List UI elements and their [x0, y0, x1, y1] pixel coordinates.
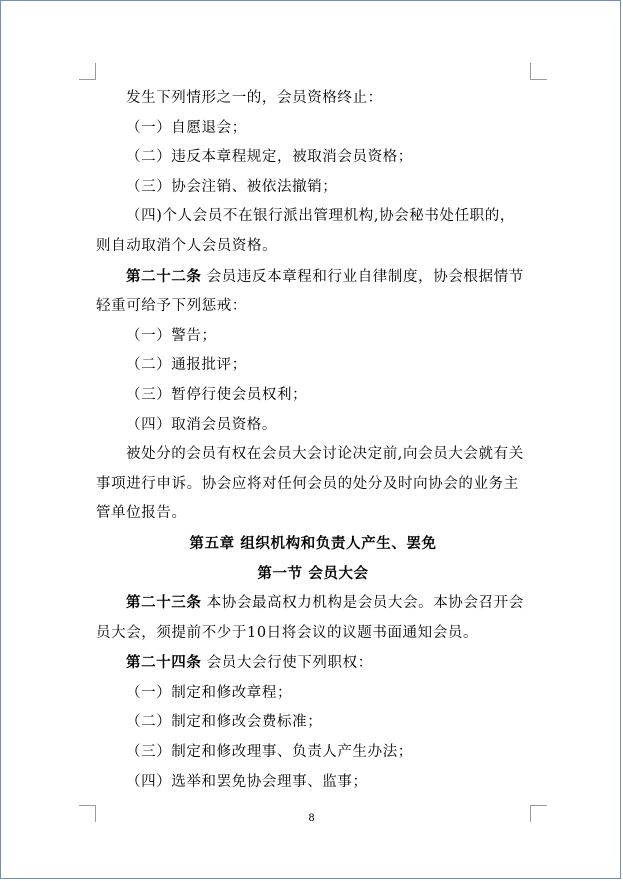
list-item: （一）自愿退会； — [126, 119, 247, 136]
list-item: （二）通报批评； — [126, 357, 247, 374]
crop-mark-top-right — [530, 63, 547, 80]
chapter-title: 第五章 组织机构和负责人产生、罢免 — [189, 534, 437, 552]
paragraph-termination: 发生下列情形之一的，会员资格终止： — [126, 90, 383, 106]
list-item: （三）制定和修改理事、负责人产生办法； — [126, 744, 413, 761]
article-text: 会员大会行使下列职权： — [201, 655, 373, 672]
list-item: （四)个人会员不在银行派出管理机构,协会秘书处任职的，则自动取消个人会员资格。 — [96, 208, 515, 254]
article-text: 会员违反本章程和行业自律制度，协会根据情节轻重可给予下列惩戒： — [96, 268, 524, 315]
list-item: （三）协会注销、被依法撤销； — [126, 178, 338, 195]
list-item: （二）制定和修改会费标准； — [126, 714, 323, 731]
list-item: （二）违反本章程规定，被取消会员资格； — [126, 149, 413, 166]
section-title: 第一节 会员大会 — [257, 564, 369, 582]
list-item: （三）暂停行使会员权利； — [126, 386, 308, 403]
list-item: （四）选举和罢免协会理事、监事； — [126, 773, 368, 790]
document-body — [96, 84, 530, 797]
article-label: 第二十三条 — [126, 594, 202, 612]
article-label: 第二十四条 — [126, 654, 202, 672]
page-number: 8 — [308, 813, 315, 824]
article-23 — [96, 588, 530, 648]
list-item: （一）警告； — [126, 327, 217, 344]
article-text: 本协会最高权力机构是会员大会。本协会召开会员大会，须提前不少于10日将会议的议题书面通知会员。 — [96, 595, 524, 641]
article-label: 第二十二条 — [126, 267, 202, 285]
paragraph-appeal: 被处分的会员有权在会员大会讨论决定前,向会员大会就有关事项进行申诉。协会应将对任何会员的处分及时向协会的业务主管单位报告。 — [96, 446, 524, 522]
list-item: （一）制定和修改章程； — [126, 684, 293, 701]
article-24 — [96, 648, 530, 679]
article-22 — [96, 262, 530, 322]
crop-mark-top-left — [79, 63, 96, 80]
list-item: （四）取消会员资格。 — [126, 416, 277, 433]
